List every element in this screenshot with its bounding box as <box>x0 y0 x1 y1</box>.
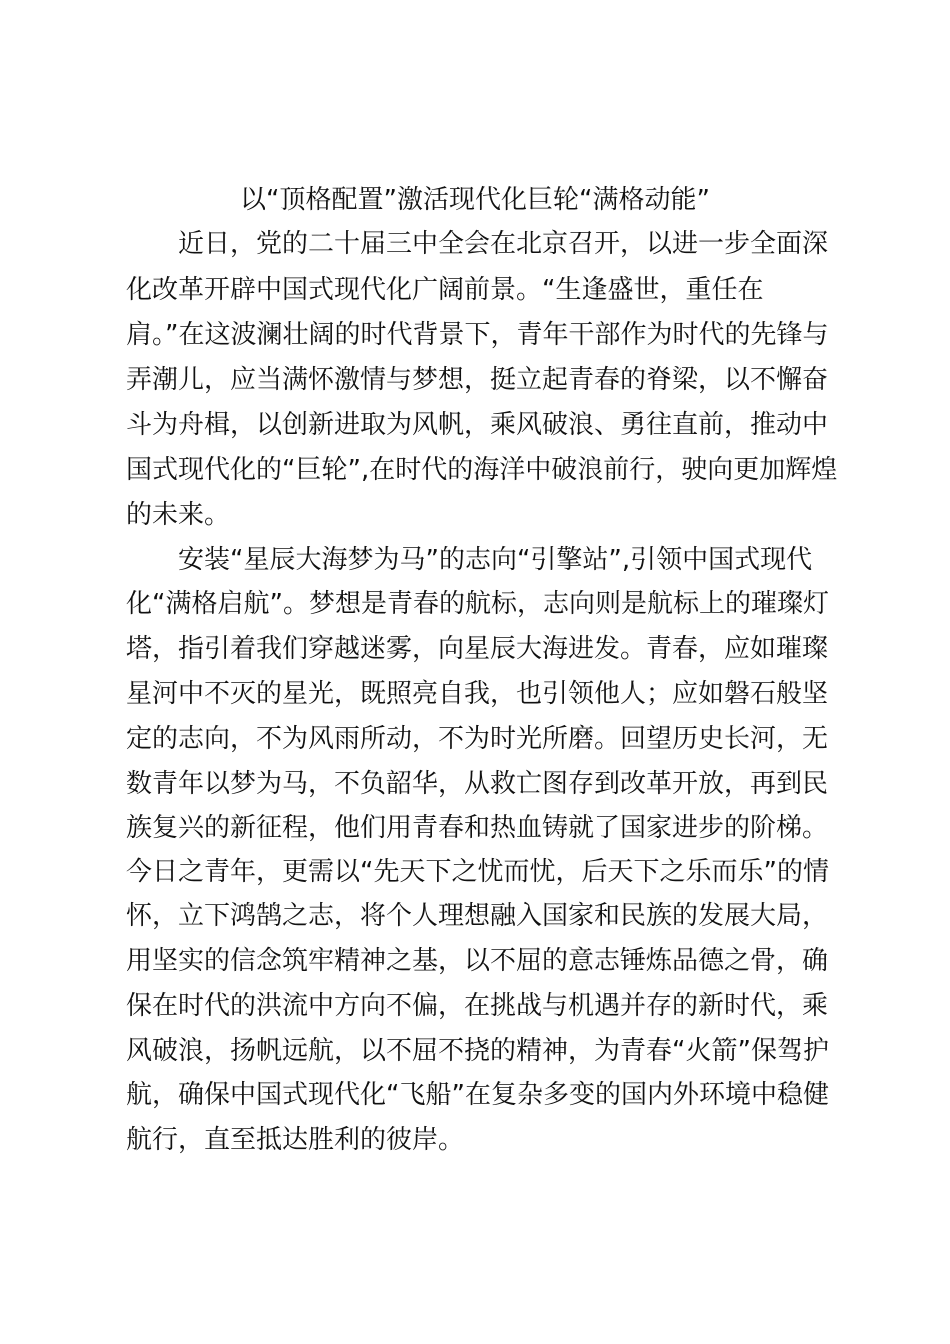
paragraph-2-line-7: 族复兴的新征程，他们用青春和热血铸就了国家进步的阶梯。 <box>126 813 829 843</box>
paragraph-2-line-8: 今日之青年，更需以“先天下之忧而忧，后天下之乐而乐”的情 <box>126 857 829 887</box>
paragraph-2-line-11: 保在时代的洪流中方向不偏，在挑战与机遇并存的新时代，乘 <box>126 991 829 1021</box>
paragraph-2-line-12: 风破浪，扬帆远航，以不屈不挠的精神，为青春“火箭”保驾护 <box>126 1036 829 1066</box>
paragraph-2-line-2: 化“满格启航”。梦想是青春的航标，志向则是航标上的璀璨灯 <box>126 589 829 619</box>
paragraph-1-line-4: 弄潮儿，应当满怀激情与梦想，挺立起青春的脊梁，以不懈奋 <box>126 365 829 395</box>
paragraph-1-line-1: 近日，党的二十届三中全会在北京召开，以进一步全面深 <box>178 229 829 259</box>
paragraph-2-line-5: 定的志向，不为风雨所动，不为时光所磨。回望历史长河，无 <box>126 724 829 754</box>
paragraph-2-line-6: 数青年以梦为马，不负韶华，从救亡图存到改革开放，再到民 <box>126 769 829 799</box>
paragraph-2-line-1: 安装“星辰大海梦为马”的志向“引擎站”,引领中国式现代 <box>178 545 813 575</box>
paragraph-2-line-9: 怀，立下鸿鹄之志，将个人理想融入国家和民族的发展大局， <box>126 901 829 931</box>
paragraph-2-line-13: 航，确保中国式现代化“飞船”在复杂多变的国内外环境中稳健 <box>126 1080 829 1110</box>
paragraph-1-line-6: 国式现代化的“巨轮”,在时代的海洋中破浪前行，驶向更加辉煌 <box>126 455 838 485</box>
document-title: 以“顶格配置”激活现代化巨轮“满格动能” <box>240 185 710 215</box>
paragraph-2-line-10: 用坚实的信念筑牢精神之基，以不屈的意志锤炼品德之骨，确 <box>126 946 829 976</box>
paragraph-1-line-3: 肩。”在这波澜壮阔的时代背景下，青年干部作为时代的先锋与 <box>126 320 829 350</box>
paragraph-1-line-7: 的未来。 <box>126 500 231 530</box>
paragraph-2-line-14: 航行，直至抵达胜利的彼岸。 <box>126 1125 465 1155</box>
paragraph-1-line-2: 化改革开辟中国式现代化广阔前景。“生逢盛世，重任在 <box>126 275 764 305</box>
paragraph-2-line-3: 塔，指引着我们穿越迷雾，向星辰大海进发。青春，应如璀璨 <box>126 634 829 664</box>
paragraph-2-line-4: 星河中不灭的星光，既照亮自我，也引领他人；应如磐石般坚 <box>126 679 829 709</box>
paragraph-1-line-5: 斗为舟楫，以创新进取为风帆，乘风破浪、勇往直前，推动中 <box>126 410 829 440</box>
